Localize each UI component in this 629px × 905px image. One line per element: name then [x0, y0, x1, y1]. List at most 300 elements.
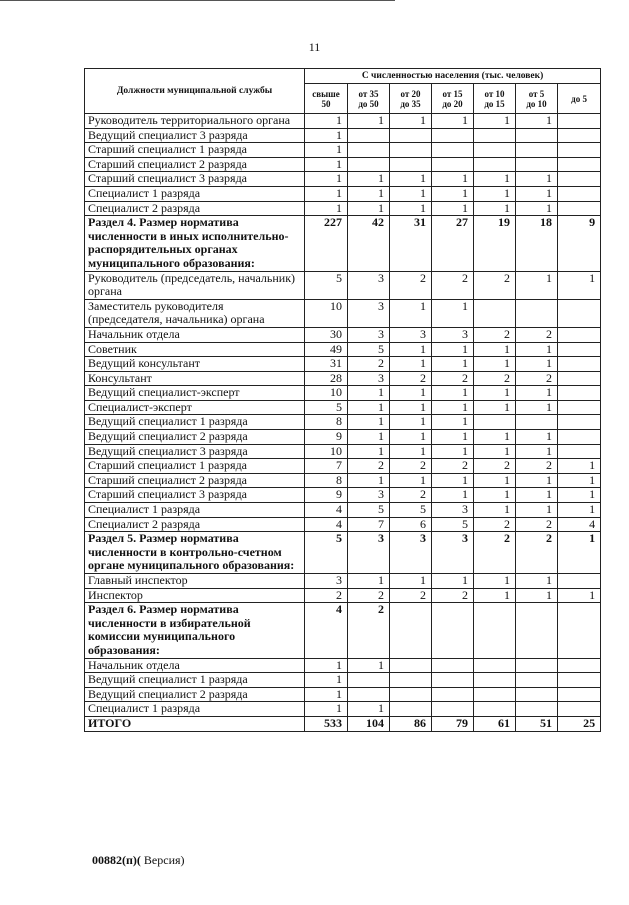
cell-value: [558, 327, 601, 342]
cell-value: 1: [474, 114, 516, 129]
cell-value: [558, 702, 601, 717]
position-name: Начальник отдела: [85, 658, 305, 673]
cell-value: 1: [390, 299, 432, 327]
cell-value: [474, 299, 516, 327]
position-name: Специалист 1 разряда: [85, 702, 305, 717]
cell-value: [432, 157, 474, 172]
position-name: Специалист 1 разряда: [85, 186, 305, 201]
cell-value: 1: [348, 186, 390, 201]
cell-value: 3: [348, 327, 390, 342]
position-name: Ведущий специалист 3 разряда: [85, 128, 305, 143]
cell-value: 3: [390, 327, 432, 342]
cell-value: [348, 128, 390, 143]
cell-value: 1: [558, 488, 601, 503]
cell-value: 5: [305, 271, 348, 299]
table-row: [85, 271, 601, 299]
cell-value: 3: [432, 503, 474, 518]
cell-value: 4: [305, 517, 348, 532]
cell-value: 2: [474, 532, 516, 574]
cell-value: 1: [516, 201, 558, 216]
table-row: [85, 503, 601, 518]
cell-value: 1: [390, 473, 432, 488]
table-row: [85, 201, 601, 216]
cell-value: [348, 143, 390, 158]
table-row: [85, 430, 601, 445]
cell-value: 1: [558, 532, 601, 574]
position-name: Начальник отдела: [85, 327, 305, 342]
cell-value: 8: [305, 473, 348, 488]
cell-value: 1: [432, 299, 474, 327]
cell-value: 2: [348, 459, 390, 474]
cell-value: [558, 415, 601, 430]
cell-value: [558, 186, 601, 201]
cell-value: 1: [474, 357, 516, 372]
cell-value: 10: [305, 444, 348, 459]
cell-value: [474, 603, 516, 658]
cell-value: 18: [516, 216, 558, 271]
cell-value: [558, 603, 601, 658]
table-row: [85, 400, 601, 415]
cell-value: 1: [516, 386, 558, 401]
cell-value: 1: [516, 473, 558, 488]
cell-value: 3: [348, 532, 390, 574]
position-name: Ведущий специалист 2 разряда: [85, 687, 305, 702]
cell-value: 27: [432, 216, 474, 271]
cell-value: 5: [348, 503, 390, 518]
cell-value: 1: [390, 386, 432, 401]
table-row: [85, 371, 601, 386]
cell-value: 1: [432, 444, 474, 459]
cell-value: [474, 673, 516, 688]
cell-value: [474, 128, 516, 143]
cell-value: 1: [390, 357, 432, 372]
cell-value: 227: [305, 216, 348, 271]
cell-value: 1: [474, 186, 516, 201]
cell-value: [390, 128, 432, 143]
cell-value: 1: [348, 430, 390, 445]
cell-value: 1: [432, 186, 474, 201]
cell-value: 1: [390, 430, 432, 445]
cell-value: 1: [390, 201, 432, 216]
table-row: [85, 114, 601, 129]
cell-value: 1: [390, 342, 432, 357]
cell-value: 2: [348, 588, 390, 603]
cell-value: 1: [305, 128, 348, 143]
position-name: Раздел 4. Размер норматива численности в иных исполнительно-распорядительных органах муниципального образования:: [85, 216, 305, 271]
cell-value: 49: [305, 342, 348, 357]
cell-value: 1: [348, 473, 390, 488]
cell-value: 1: [516, 271, 558, 299]
table-row: [85, 143, 601, 158]
cell-value: 1: [390, 444, 432, 459]
cell-value: [558, 386, 601, 401]
cell-value: [516, 157, 558, 172]
cell-value: 1: [432, 473, 474, 488]
table-row: [85, 658, 601, 673]
cell-value: 1: [474, 342, 516, 357]
cell-value: [558, 400, 601, 415]
cell-value: 7: [305, 459, 348, 474]
cell-value: 1: [305, 143, 348, 158]
cell-value: [390, 702, 432, 717]
cell-value: 1: [305, 673, 348, 688]
position-name: Ведущий консультант: [85, 357, 305, 372]
cell-value: 2: [390, 371, 432, 386]
position-name: Специалист 1 разряда: [85, 503, 305, 518]
cell-value: 1: [348, 415, 390, 430]
table-row: [85, 702, 601, 717]
position-name: Руководитель территориального органа: [85, 114, 305, 129]
cell-value: 2: [516, 532, 558, 574]
cell-value: 1: [516, 588, 558, 603]
table-row: [85, 444, 601, 459]
cell-value: 1: [348, 658, 390, 673]
col-header: от 10 до 15: [474, 84, 516, 114]
cell-value: 25: [558, 716, 601, 731]
cell-value: 10: [305, 386, 348, 401]
table-row: [85, 327, 601, 342]
cell-value: 28: [305, 371, 348, 386]
position-name: Раздел 5. Размер норматива численности в контрольно-счетном органе муниципального образования:: [85, 532, 305, 574]
cell-value: 1: [432, 415, 474, 430]
table-row: [85, 517, 601, 532]
cell-value: [516, 658, 558, 673]
cell-value: 6: [390, 517, 432, 532]
cell-value: 1: [305, 114, 348, 129]
cell-value: [558, 157, 601, 172]
cell-value: [516, 673, 558, 688]
cell-value: 1: [432, 357, 474, 372]
cell-value: [558, 201, 601, 216]
table-row: [85, 687, 601, 702]
cell-value: 2: [432, 271, 474, 299]
cell-value: [516, 415, 558, 430]
col-header: от 15 до 20: [432, 84, 474, 114]
cell-value: [516, 687, 558, 702]
cell-value: 1: [305, 702, 348, 717]
cell-value: 2: [390, 488, 432, 503]
table-row: [85, 172, 601, 187]
col-header: свыше 50: [305, 84, 348, 114]
cell-value: [432, 702, 474, 717]
cell-value: 1: [558, 588, 601, 603]
cell-value: 1: [432, 400, 474, 415]
position-name: Старший специалист 3 разряда: [85, 172, 305, 187]
cell-value: 3: [348, 488, 390, 503]
cell-value: 1: [558, 459, 601, 474]
table-row: [85, 574, 601, 589]
cell-value: [348, 673, 390, 688]
cell-value: 1: [432, 172, 474, 187]
position-name: Старший специалист 2 разряда: [85, 473, 305, 488]
header-row-1: [85, 69, 601, 84]
cell-value: 1: [390, 172, 432, 187]
position-name: Ведущий специалист 1 разряда: [85, 415, 305, 430]
cell-value: 1: [516, 488, 558, 503]
cell-value: [558, 342, 601, 357]
table-row: [85, 186, 601, 201]
cell-value: [558, 172, 601, 187]
cell-value: [432, 603, 474, 658]
cell-value: 1: [348, 400, 390, 415]
cell-value: 3: [348, 271, 390, 299]
table-row: [85, 386, 601, 401]
cell-value: 1: [305, 172, 348, 187]
cell-value: 5: [305, 400, 348, 415]
position-name: ИТОГО: [85, 716, 305, 731]
cell-value: 2: [348, 603, 390, 658]
cell-value: 1: [390, 415, 432, 430]
table-row: [85, 299, 601, 327]
cell-value: 86: [390, 716, 432, 731]
cell-value: 1: [432, 386, 474, 401]
position-name: Ведущий специалист 1 разряда: [85, 673, 305, 688]
cell-value: 31: [390, 216, 432, 271]
position-name: Ведущий специалист-эксперт: [85, 386, 305, 401]
cell-value: 2: [474, 327, 516, 342]
cell-value: 1: [348, 702, 390, 717]
table-row: [85, 128, 601, 143]
cell-value: 51: [516, 716, 558, 731]
cell-value: 2: [516, 371, 558, 386]
cell-value: 3: [348, 299, 390, 327]
cell-value: [558, 114, 601, 129]
cell-value: 1: [516, 574, 558, 589]
cell-value: [474, 658, 516, 673]
cell-value: [558, 143, 601, 158]
cell-value: 61: [474, 716, 516, 731]
col-header: от 5 до 10: [516, 84, 558, 114]
cell-value: 79: [432, 716, 474, 731]
cell-value: 9: [558, 216, 601, 271]
section-row: [85, 532, 601, 574]
section-row: [85, 216, 601, 271]
position-name: Специалист-эксперт: [85, 400, 305, 415]
cell-value: [516, 299, 558, 327]
cell-value: [390, 157, 432, 172]
cell-value: 1: [516, 342, 558, 357]
population-header: С численностью населения (тыс. человек): [305, 69, 601, 84]
section-row: [85, 603, 601, 658]
cell-value: 2: [474, 371, 516, 386]
cell-value: 3: [432, 327, 474, 342]
cell-value: [558, 444, 601, 459]
cell-value: [558, 299, 601, 327]
cell-value: [558, 128, 601, 143]
table-row: [85, 473, 601, 488]
cell-value: 1: [348, 172, 390, 187]
cell-value: 2: [474, 517, 516, 532]
cell-value: 1: [348, 386, 390, 401]
position-name: Инспектор: [85, 588, 305, 603]
cell-value: 1: [474, 386, 516, 401]
cell-value: 1: [516, 172, 558, 187]
cell-value: 9: [305, 430, 348, 445]
cell-value: [558, 673, 601, 688]
cell-value: 30: [305, 327, 348, 342]
cell-value: 1: [474, 473, 516, 488]
cell-value: 31: [305, 357, 348, 372]
cell-value: 4: [305, 603, 348, 658]
cell-value: 1: [432, 201, 474, 216]
cell-value: 1: [348, 201, 390, 216]
cell-value: 1: [305, 186, 348, 201]
cell-value: 2: [432, 459, 474, 474]
col-header: от 20 до 35: [390, 84, 432, 114]
table-row: [85, 488, 601, 503]
cell-value: 1: [474, 503, 516, 518]
page-number: 11: [308, 40, 321, 54]
cell-value: 1: [558, 503, 601, 518]
position-name: Раздел 6. Размер норматива численности в избирательной комиссии муниципального образования:: [85, 603, 305, 658]
cell-value: 2: [390, 459, 432, 474]
cell-value: 1: [474, 588, 516, 603]
cell-value: 1: [474, 488, 516, 503]
cell-value: 1: [305, 157, 348, 172]
cell-value: [558, 574, 601, 589]
cell-value: [558, 371, 601, 386]
cell-value: [558, 430, 601, 445]
cell-value: 3: [432, 532, 474, 574]
cell-value: 1: [474, 400, 516, 415]
cell-value: [432, 143, 474, 158]
cell-value: [348, 157, 390, 172]
staffing-norms-table: [84, 68, 601, 732]
position-header: Должности муниципальной службы: [85, 69, 305, 114]
col-header: до 5: [558, 84, 601, 114]
cell-value: 1: [348, 444, 390, 459]
cell-value: 1: [516, 357, 558, 372]
cell-value: 1: [474, 444, 516, 459]
cell-value: [348, 687, 390, 702]
cell-value: 1: [474, 172, 516, 187]
cell-value: 1: [348, 114, 390, 129]
cell-value: [516, 603, 558, 658]
cell-value: 2: [432, 588, 474, 603]
cell-value: 1: [305, 687, 348, 702]
cell-value: 5: [390, 503, 432, 518]
cell-value: 1: [432, 488, 474, 503]
cell-value: 2: [390, 271, 432, 299]
cell-value: 2: [474, 271, 516, 299]
cell-value: 1: [390, 186, 432, 201]
document-code: 00882(п)( Версия): [92, 853, 185, 867]
cell-value: 3: [305, 574, 348, 589]
position-name: Ведущий специалист 2 разряда: [85, 430, 305, 445]
position-name: Советник: [85, 342, 305, 357]
cell-value: 1: [558, 271, 601, 299]
cell-value: 3: [390, 532, 432, 574]
position-name: Старший специалист 1 разряда: [85, 143, 305, 158]
cell-value: 1: [474, 430, 516, 445]
cell-value: [432, 687, 474, 702]
top-rule: [0, 0, 395, 1]
cell-value: 2: [474, 459, 516, 474]
cell-value: 104: [348, 716, 390, 731]
cell-value: [516, 128, 558, 143]
cell-value: 8: [305, 415, 348, 430]
cell-value: [516, 702, 558, 717]
position-name: Руководитель (председатель, начальник) органа: [85, 271, 305, 299]
position-name: Старший специалист 1 разряда: [85, 459, 305, 474]
table-row: [85, 673, 601, 688]
cell-value: [474, 415, 516, 430]
cell-value: [474, 157, 516, 172]
cell-value: 5: [348, 342, 390, 357]
cell-value: 1: [390, 574, 432, 589]
cell-value: 1: [305, 658, 348, 673]
position-name: Специалист 2 разряда: [85, 517, 305, 532]
cell-value: 1: [432, 342, 474, 357]
cell-value: 1: [390, 400, 432, 415]
cell-value: 42: [348, 216, 390, 271]
table-row: [85, 415, 601, 430]
col-header: от 35 до 50: [348, 84, 390, 114]
cell-value: 4: [558, 517, 601, 532]
cell-value: [390, 687, 432, 702]
cell-value: [390, 658, 432, 673]
cell-value: 1: [516, 503, 558, 518]
cell-value: [390, 603, 432, 658]
cell-value: 1: [474, 574, 516, 589]
cell-value: 1: [474, 201, 516, 216]
cell-value: 2: [390, 588, 432, 603]
position-name: Заместитель руководителя (председателя, начальника) органа: [85, 299, 305, 327]
cell-value: 9: [305, 488, 348, 503]
cell-value: [474, 702, 516, 717]
cell-value: 1: [305, 201, 348, 216]
cell-value: 1: [432, 430, 474, 445]
cell-value: [516, 143, 558, 158]
cell-value: 533: [305, 716, 348, 731]
cell-value: 2: [516, 327, 558, 342]
cell-value: 1: [432, 574, 474, 589]
position-name: Ведущий специалист 3 разряда: [85, 444, 305, 459]
cell-value: [474, 687, 516, 702]
cell-value: 10: [305, 299, 348, 327]
table-row: [85, 342, 601, 357]
table-row: [85, 459, 601, 474]
cell-value: 4: [305, 503, 348, 518]
cell-value: 3: [348, 371, 390, 386]
cell-value: 2: [432, 371, 474, 386]
table-row: [85, 157, 601, 172]
cell-value: 5: [305, 532, 348, 574]
cell-value: 2: [305, 588, 348, 603]
position-name: Старший специалист 2 разряда: [85, 157, 305, 172]
cell-value: 1: [558, 473, 601, 488]
cell-value: 1: [516, 114, 558, 129]
cell-value: [558, 658, 601, 673]
cell-value: 1: [516, 444, 558, 459]
cell-value: [390, 673, 432, 688]
cell-value: 1: [516, 186, 558, 201]
cell-value: 1: [432, 114, 474, 129]
cell-value: [432, 128, 474, 143]
cell-value: 1: [390, 114, 432, 129]
cell-value: 2: [516, 517, 558, 532]
position-name: Старший специалист 3 разряда: [85, 488, 305, 503]
position-name: Консультант: [85, 371, 305, 386]
cell-value: [474, 143, 516, 158]
cell-value: 1: [516, 430, 558, 445]
cell-value: [558, 357, 601, 372]
table-row: [85, 357, 601, 372]
position-name: Специалист 2 разряда: [85, 201, 305, 216]
cell-value: 19: [474, 216, 516, 271]
cell-value: [432, 673, 474, 688]
cell-value: 7: [348, 517, 390, 532]
